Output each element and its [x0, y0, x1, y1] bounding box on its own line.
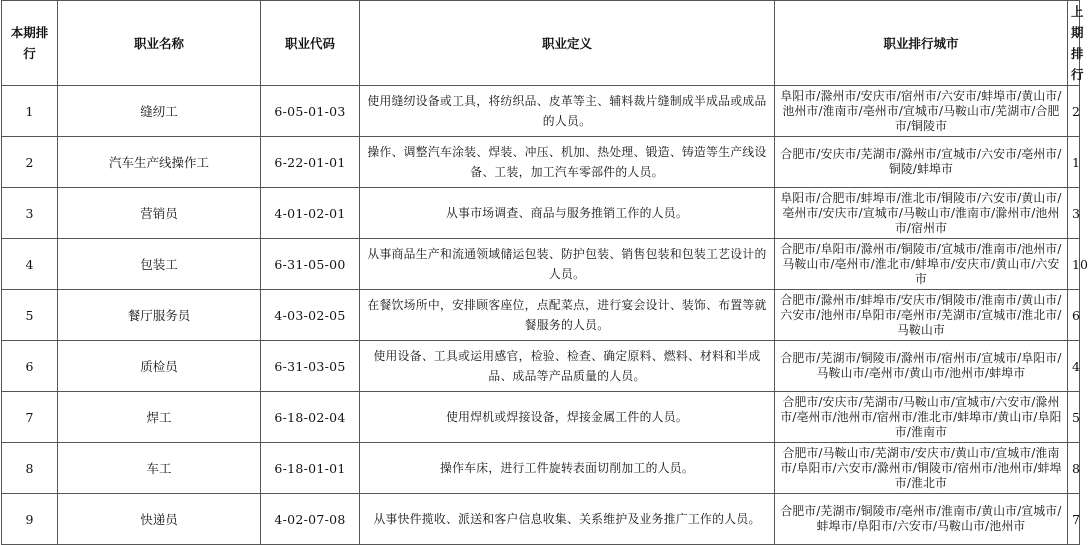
- row-code: 6-18-01-01: [261, 443, 360, 494]
- table-row: [2, 341, 1080, 392]
- header-cities: 职业排行城市: [775, 1, 1068, 86]
- row-code: 6-31-05-00: [261, 239, 360, 290]
- row-code: 6-22-01-01: [261, 137, 360, 188]
- row-name: 焊工: [58, 392, 261, 443]
- header-rank: 本期排行: [2, 1, 58, 86]
- row-cities: 合肥市/安庆市/芜湖市/滁州市/宣城市/六安市/亳州市/铜陵/蚌埠市: [775, 137, 1068, 188]
- row-prev-rank: 8: [1068, 443, 1080, 494]
- table-header-row: [2, 1, 1080, 86]
- row-cities: 合肥市/马鞍山市/芜湖市/安庆市/黄山市/宣城市/淮南市/阜阳市/六安市/滁州市/铜陵市/宿州市/池州市/蚌埠市/淮北市: [775, 443, 1068, 494]
- row-rank: 4: [2, 239, 58, 290]
- table-body: [2, 86, 1088, 545]
- header-name: 职业名称: [58, 1, 261, 86]
- row-prev-rank: 6: [1068, 290, 1080, 341]
- table-row: [2, 86, 1080, 137]
- row-prev-rank: 7: [1068, 494, 1080, 545]
- header-code: 职业代码: [261, 1, 360, 86]
- row-code: 6-18-02-04: [261, 392, 360, 443]
- row-definition: 从事快件揽收、派送和客户信息收集、关系维护及业务推广工作的人员。: [360, 494, 775, 545]
- row-prev-rank: 3: [1068, 188, 1080, 239]
- row-rank: 9: [2, 494, 58, 545]
- row-code: 6-05-01-03: [261, 86, 360, 137]
- row-name: 餐厅服务员: [58, 290, 261, 341]
- row-cities: 合肥市/滁州市/蚌埠市/安庆市/铜陵市/淮南市/黄山市/六安市/池州市/阜阳市/亳州市/芜湖市/宣城市/淮北市/马鞍山市: [775, 290, 1068, 341]
- row-rank: 5: [2, 290, 58, 341]
- row-definition: 操作车床，进行工件旋转表面切削加工的人员。: [360, 443, 775, 494]
- row-name: 质检员: [58, 341, 261, 392]
- table-row: [2, 392, 1080, 443]
- row-prev-rank: 10: [1068, 239, 1080, 290]
- row-name: 缝纫工: [58, 86, 261, 137]
- row-rank: 6: [2, 341, 58, 392]
- row-code: 4-03-02-05: [261, 290, 360, 341]
- table-row: [2, 494, 1080, 545]
- row-rank: 2: [2, 137, 58, 188]
- row-rank: 1: [2, 86, 58, 137]
- row-prev-rank: 2: [1068, 86, 1080, 137]
- row-rank: 7: [2, 392, 58, 443]
- table-row: [2, 188, 1080, 239]
- table-row: [2, 239, 1080, 290]
- table-row: [2, 137, 1080, 188]
- row-rank: 3: [2, 188, 58, 239]
- row-prev-rank: 5: [1068, 392, 1080, 443]
- row-definition: 操作、调整汽车涂装、焊装、冲压、机加、热处理、锻造、铸造等生产线设备、工装，加工汽车零部件的人员。: [360, 137, 775, 188]
- row-cities: 合肥市/芜湖市/铜陵市/滁州市/宿州市/宣城市/阜阳市/马鞍山市/亳州市/黄山市/池州市/蚌埠市: [775, 341, 1068, 392]
- row-name: 快递员: [58, 494, 261, 545]
- occupation-ranking-table: [1, 0, 1088, 545]
- table-row: [2, 290, 1080, 341]
- row-code: 6-31-03-05: [261, 341, 360, 392]
- row-prev-rank: 1: [1068, 137, 1080, 188]
- row-definition: 使用焊机或焊接设备，焊接金属工件的人员。: [360, 392, 775, 443]
- row-definition: 使用缝纫设备或工具，将纺织品、皮革等主、辅料裁片缝制成半成品或成品的人员。: [360, 86, 775, 137]
- header-prev-rank: 上期排行: [1068, 1, 1080, 86]
- row-cities: 合肥市/安庆市/芜湖市/马鞍山市/宣城市/六安市/滁州市/亳州市/池州市/宿州市/淮北市/蚌埠市/黄山市/阜阳市/淮南市: [775, 392, 1068, 443]
- row-definition: 从事市场调查、商品与服务推销工作的人员。: [360, 188, 775, 239]
- row-cities: 阜阳市/合肥市/蚌埠市/淮北市/铜陵市/六安市/黄山市/亳州市/安庆市/宣城市/马鞍山市/淮南市/滁州市/池州市/宿州市: [775, 188, 1068, 239]
- row-rank: 8: [2, 443, 58, 494]
- row-cities: 合肥市/芜湖市/铜陵市/亳州市/淮南市/黄山市/宣城市/蚌埠市/阜阳市/六安市/马鞍山市/池州市: [775, 494, 1068, 545]
- row-cities: 合肥市/阜阳市/滁州市/铜陵市/宣城市/淮南市/池州市/马鞍山市/亳州市/淮北市/蚌埠市/安庆市/黄山市/六安市: [775, 239, 1068, 290]
- row-definition: 在餐饮场所中，安排顾客座位，点配菜点，进行宴会设计、装饰、布置等就餐服务的人员。: [360, 290, 775, 341]
- row-prev-rank: 4: [1068, 341, 1080, 392]
- row-code: 4-01-02-01: [261, 188, 360, 239]
- header-definition: 职业定义: [360, 1, 775, 86]
- row-code: 4-02-07-08: [261, 494, 360, 545]
- row-name: 车工: [58, 443, 261, 494]
- row-cities: 阜阳市/滁州市/安庆市/宿州市/六安市/蚌埠市/黄山市/池州市/淮南市/亳州市/宣城市/马鞍山市/芜湖市/合肥市/铜陵市: [775, 86, 1068, 137]
- row-name: 营销员: [58, 188, 261, 239]
- table-row: [2, 443, 1080, 494]
- row-definition: 从事商品生产和流通领域储运包装、防护包装、销售包装和包装工艺设计的人员。: [360, 239, 775, 290]
- row-name: 包装工: [58, 239, 261, 290]
- row-name: 汽车生产线操作工: [58, 137, 261, 188]
- row-definition: 使用设备、工具或运用感官，检验、检查、确定原料、燃料、材料和半成品、成品等产品质量的人员。: [360, 341, 775, 392]
